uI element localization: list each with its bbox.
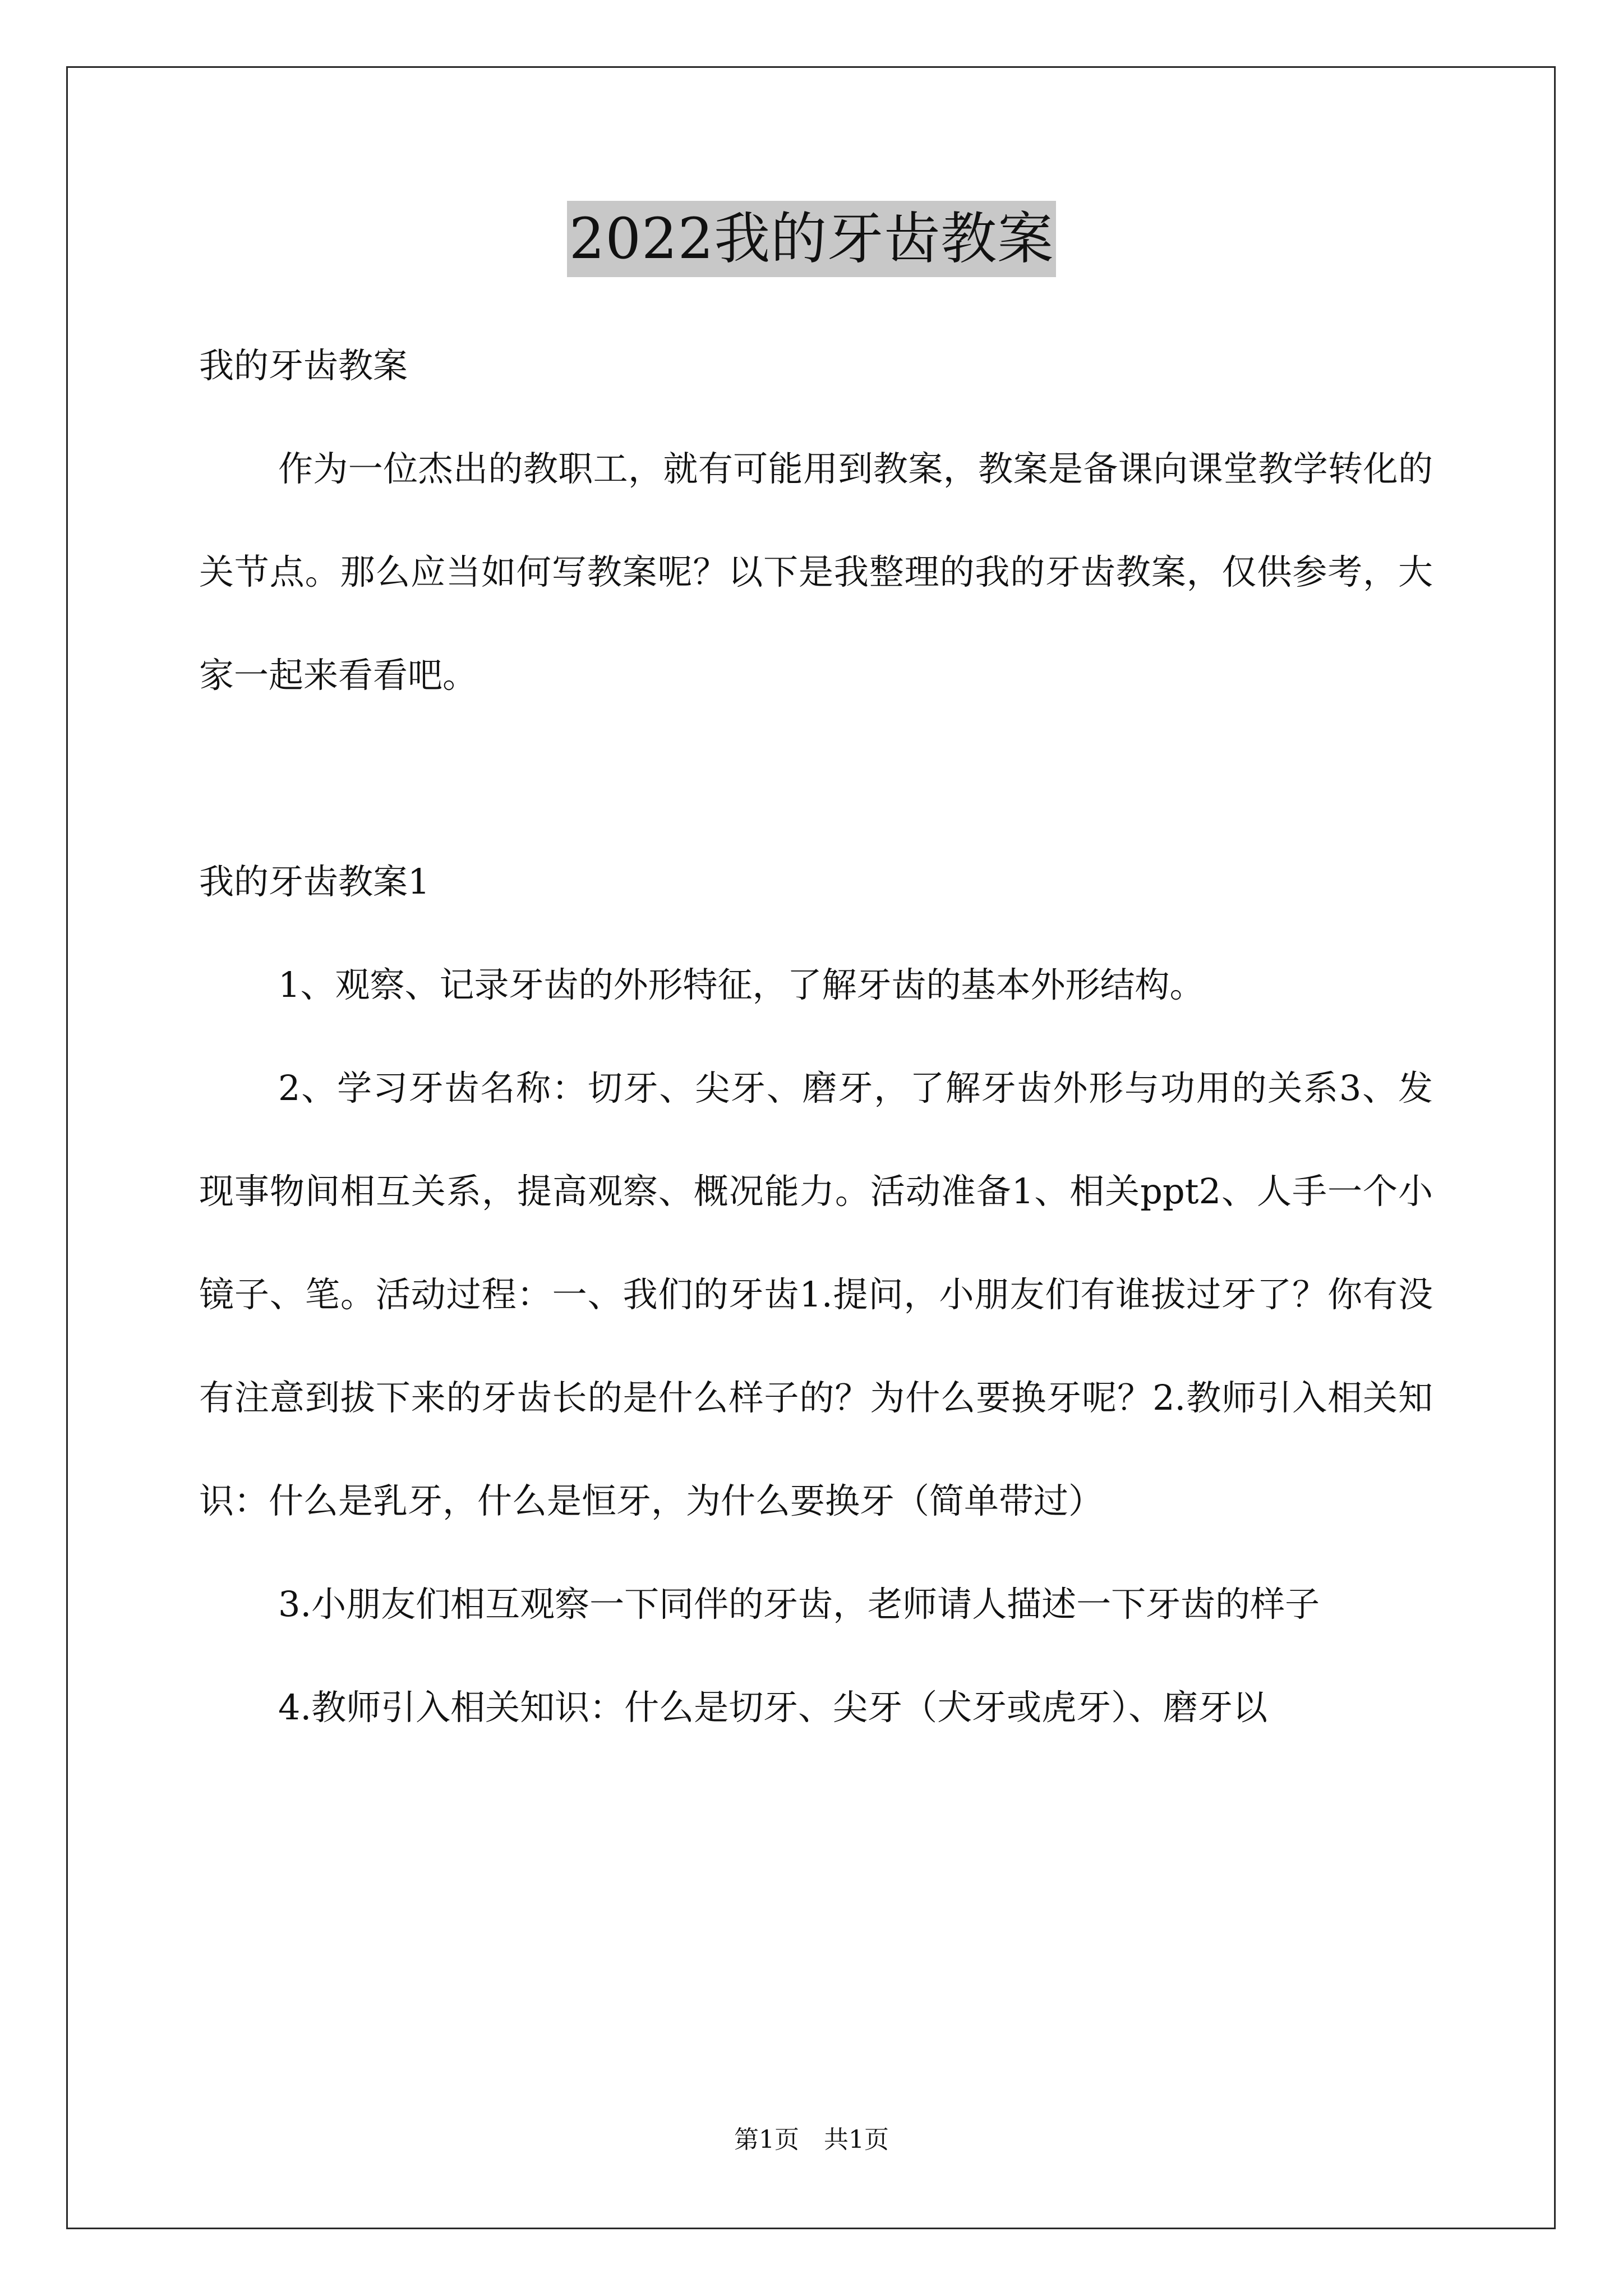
document-title: 2022我的牙齿教案 (567, 201, 1057, 277)
document-body (199, 314, 1433, 1759)
body-paragraph: 2、学习牙齿名称：切牙、尖牙、磨牙，了解牙齿外形与功用的关系3、发现事物间相互关系，提高观察、概况能力。活动准备1、相关ppt2、人手一个小镜子、笔。活动过程：一、我们的牙齿1.提问，小朋友们有谁拔过牙了？你有没有注意到拔下来的牙齿长的是什么样子的？为什么要换牙呢？2.教师引入相关知识：什么是乳牙，什么是恒牙，为什么要换牙（简单带过） (199, 1068, 1433, 1521)
document-subtitle: 我的牙齿教案 (199, 345, 408, 386)
page-footer (0, 2123, 1623, 2157)
section-spacer (199, 727, 1433, 830)
section-heading: 我的牙齿教案1 (199, 861, 430, 902)
body-paragraph: 3.小朋友们相互观察一下同伴的牙齿，老师请人描述一下牙齿的样子 (278, 1584, 1320, 1625)
body-paragraph: 4.教师引入相关知识：什么是切牙、尖牙（犬牙或虎牙）、磨牙以 (278, 1687, 1268, 1728)
page-number: 第1页 共1页 (734, 2125, 889, 2154)
title-container (0, 201, 1623, 277)
intro-paragraph: 作为一位杰出的教职工，就有可能用到教案，教案是备课向课堂教学转化的关节点。那么应当如何写教案呢？以下是我整理的我的牙齿教案，仅供参考，大家一起来看看吧。 (199, 448, 1433, 696)
body-paragraph: 1、观察、记录牙齿的外形特征，了解牙齿的基本外形结构。 (278, 964, 1205, 1005)
